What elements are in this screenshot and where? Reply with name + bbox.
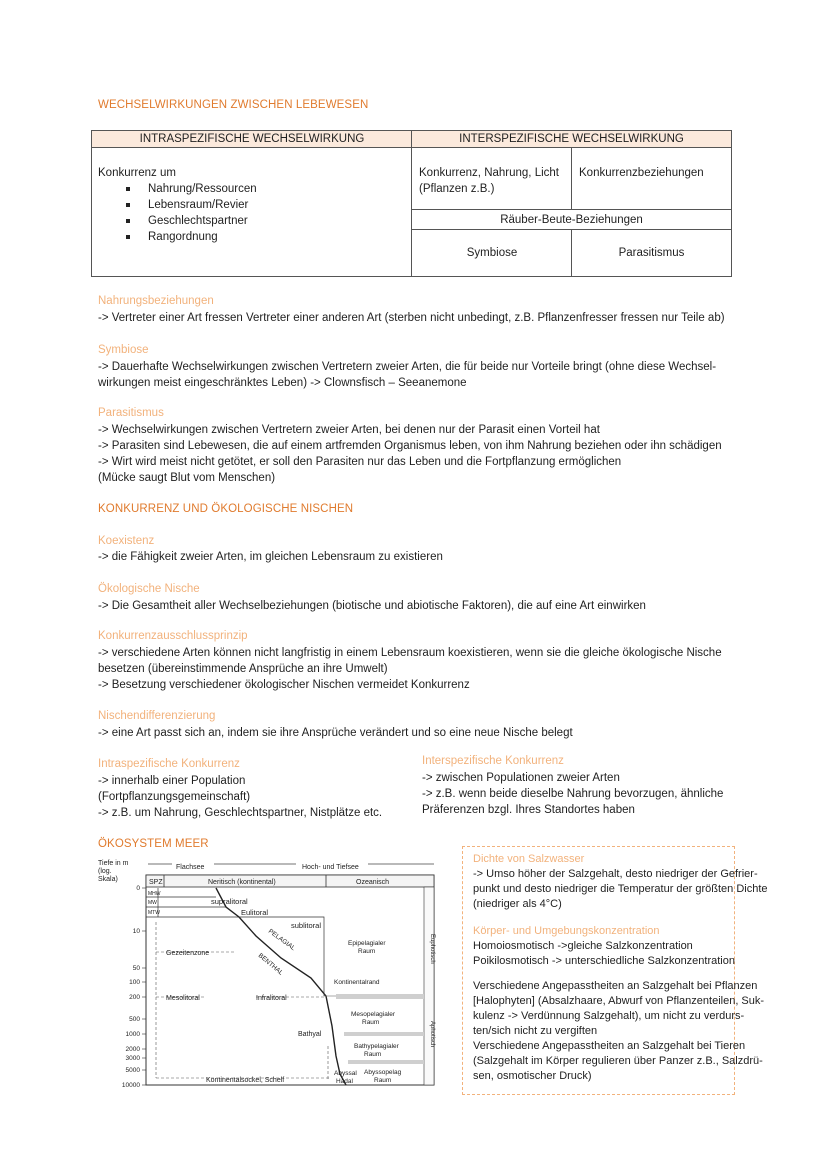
koexistenz-title: Koexistenz	[98, 535, 155, 547]
inter-konkurrenz-title: Interspezifische Konkurrenz	[422, 755, 564, 767]
list-item: Geschlechtspartner	[98, 213, 398, 229]
tick-label: 10	[132, 928, 140, 935]
bathypelagial-label: Raum	[364, 1051, 382, 1058]
parasit-text: -> Wechselwirkungen zwischen Vertretern zweier Arten, bei denen nur der Parasit einen Vorteil hat -> Parasiten sind Lebewesen, die auf einem artfremden Organismus leben, von ihm Nahrung beziehen oder ihn schädigen -> Wirt wird meist nicht getötet, er soll den Parasiten nur das Leben und die Fortpflanzung ermöglichen (Mücke saugt Blut vom Menschen)	[98, 424, 722, 484]
ylabel-line: Skala)	[98, 876, 118, 883]
ausschluss-text: -> verschiedene Arten können nicht langfristig in einem Lebensraum koexistieren, wenn sie die gleiche ökologische Nische besetzen (übereinstimmende Ansprüche an ihre Umwelt) -> Besetzung verschiedener ökologischer Nischen vermeidet Konkurrenz	[98, 647, 722, 691]
abyssal-label: Abyssal	[334, 1070, 357, 1077]
flachsee-label: Flachsee	[176, 864, 205, 871]
section-title-konkurrenz: KONKURRENZ UND ÖKOLOGISCHE NISCHEN	[98, 503, 354, 515]
eulitoral-label: Eulitoral	[241, 908, 269, 917]
salzwasser-box	[462, 846, 768, 1095]
dichte-title: Dichte von Salzwasser	[473, 853, 585, 865]
tick-label: 200	[129, 994, 140, 1001]
hochsee-label: Hoch- und Tiefsee	[302, 864, 359, 871]
nahrung-text: -> Vertreter einer Art fressen Vertreter einer anderen Art (sterben nicht unbedingt, z.B. Pflanzenfresser fressen nur Teile ab)	[98, 312, 725, 324]
intra-konkurrenz-title: Intraspezifische Konkurrenz	[98, 758, 240, 770]
mesopelagial-label: Mesopelagialer	[351, 1011, 396, 1018]
wechselwirkung-table	[91, 130, 732, 277]
neritisch-label: Neritisch (kontinental)	[208, 879, 276, 886]
gezeitenzone-label: Gezeitenzone	[166, 950, 210, 957]
ylabel-line: (log.	[98, 868, 112, 875]
nische-text: -> Die Gesamtheit aller Wechselbeziehungen (biotische und abiotische Faktoren), die auf eine Art einwirken	[98, 600, 646, 612]
symbiose-cell: Symbiose	[466, 247, 518, 259]
inter-konkurrenz-text: -> zwischen Populationen zweier Arten -> z.B. wenn beide dieselbe Nahrung bevorzugen, ähnliche Präferenzen bzgl. Ihres Standortes haben	[422, 772, 724, 816]
epipelagial-label: Raum	[358, 948, 376, 955]
hadal-label: Hadal	[336, 1078, 353, 1085]
mtw-label: MTW	[148, 910, 160, 916]
bathyal-label: Bathyal	[298, 1031, 322, 1038]
meer-zonen-diagram	[96, 856, 442, 1096]
euphotisch-label: Euphotisch	[429, 934, 435, 964]
abyssopelag-label: Raum	[374, 1077, 392, 1084]
supralitoral-label: supralitoral	[211, 897, 248, 906]
intra-konkurrenz-text: -> innerhalb einer Population (Fortpflanzungsgemeinschaft) -> z.B. um Nahrung, Geschlechtspartner, Nistplätze etc.	[98, 775, 383, 819]
pelagial-label: PELAGIAL	[266, 927, 297, 953]
ozeanisch-label: Ozeanisch	[356, 879, 390, 886]
list-item: Lebensraum/Revier	[98, 197, 398, 213]
tick-label: 100	[129, 979, 140, 986]
konkurrenzbeziehungen-cell: Konkurrenzbeziehungen	[579, 167, 704, 179]
konkurrenz-list	[98, 181, 398, 245]
spz-label: SPZ	[149, 879, 163, 886]
sublitoral-label: sublitoral	[291, 921, 322, 930]
parasit-title: Parasitismus	[98, 407, 164, 419]
epipelagial-label: Epipelagialer	[348, 940, 386, 947]
infralitoral-label: Infralitoral	[256, 995, 287, 1002]
raeuber-beute-cell: Räuber-Beute-Beziehungen	[500, 214, 643, 226]
tick-label: 10000	[121, 1082, 140, 1089]
benthal-label: BENTHAL	[256, 952, 285, 977]
kontinentalsockel-label: Kontinentalsockel, Schelf	[206, 1077, 285, 1084]
abyssopelag-label: Abyssopelag	[364, 1069, 402, 1076]
dichte-text: -> Umso höher der Salzgehalt, desto niedriger der Gefrier- punkt und desto niedriger die Temperatur der größten Dichte (niedriger als 4°C)	[473, 868, 768, 910]
tick-label: 0	[136, 885, 140, 892]
konkurrenz-um-label: Konkurrenz um	[98, 167, 176, 179]
table-header-inter: INTERSPEZIFISCHE WECHSELWIRKUNG	[412, 131, 731, 148]
mw-label: MW	[148, 900, 157, 906]
differenz-title: Nischendifferenzierung	[98, 710, 216, 722]
ausschluss-title: Konkurrenzausschlussprinzip	[98, 630, 248, 642]
koexistenz-text: -> die Fähigkeit zweier Arten, im gleichen Lebensraum zu existieren	[98, 551, 443, 563]
mesopelagial-label: Raum	[362, 1019, 380, 1026]
nische-title: Ökologische Nische	[98, 583, 200, 595]
koerper-text: Homoiosmotisch ->gleiche Salzkonzentration Poikilosmotisch -> unterschiedliche Salzkonzentration	[473, 940, 735, 967]
differenz-text: -> eine Art passt sich an, indem sie ihre Ansprüche verändert und so eine neue Nische belegt	[98, 727, 573, 739]
tick-label: 50	[132, 965, 140, 972]
mhw-label: MHW	[148, 891, 161, 897]
list-item: Nahrung/Ressourcen	[98, 181, 398, 197]
section-title-oekosystem-meer: ÖKOSYSTEM MEER	[98, 838, 209, 850]
nahrung-title: Nahrungsbeziehungen	[98, 295, 214, 307]
mesolitoral-label: Mesolitoral	[166, 995, 200, 1002]
section-title-wechselwirkungen: WECHSELWIRKUNGEN ZWISCHEN LEBEWESEN	[98, 99, 369, 111]
tick-label: 500	[129, 1016, 140, 1023]
ylabel-line: Tiefe in m	[98, 860, 129, 867]
tick-label: 3000	[125, 1055, 140, 1062]
kontinentalrand-label: Kontinentalrand	[334, 979, 380, 986]
anpassung-text: Verschiedene Angepasstheiten an Salzgehalt bei Pflanzen [Halophyten] (Absalzhaare, Abwurf von Pflanzenteilen, Suk- kulenz -> Verdünnung Salzgehalt), um nicht zu verdurs- ten/sich nicht zu vergiften Verschiedene Angepasstheiten an Salzgehalt bei Tieren (Salzgehalt im Körper regulieren über Panzer z.B., Salzdrü- sen, osmotischer Druck)	[473, 980, 765, 1082]
list-item: Rangordnung	[98, 229, 398, 245]
tick-label: 1000	[125, 1031, 140, 1038]
koerper-title: Körper- und Umgebungskonzentration	[473, 925, 660, 937]
table-header-intra: INTRASPEZIFISCHE WECHSELWIRKUNG	[92, 131, 412, 148]
konkurrenz-nahrung-cell: Konkurrenz, Nahrung, Licht (Pflanzen z.B.)	[419, 167, 559, 195]
aphotisch-label: Aphotisch	[429, 1021, 435, 1048]
tick-label: 5000	[125, 1067, 140, 1074]
parasitismus-cell: Parasitismus	[618, 247, 685, 259]
symbiose-title: Symbiose	[98, 344, 149, 356]
bathypelagial-label: Bathypelagialer	[354, 1043, 399, 1050]
symbiose-text: -> Dauerhafte Wechselwirkungen zwischen Vertretern zweier Arten, die für beide nur Vorteile bringt (ohne diese Wechsel- wirkungen meist eingeschränktes Leben) -> Clownsfisch – Seeanemone	[98, 361, 717, 389]
tick-label: 2000	[125, 1046, 140, 1053]
